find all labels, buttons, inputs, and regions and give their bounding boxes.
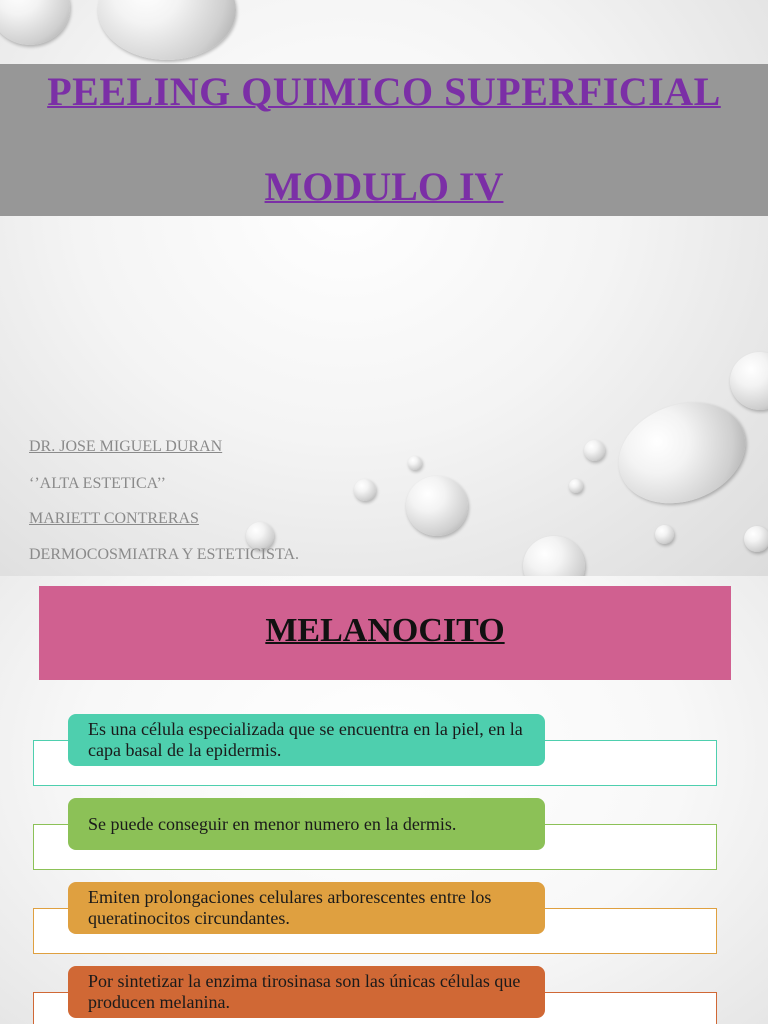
water-drop-decoration <box>98 0 236 60</box>
list-item <box>68 966 545 1018</box>
water-drop-decoration <box>605 386 760 521</box>
water-drop-decoration <box>354 479 376 501</box>
water-drop-decoration <box>406 476 468 536</box>
slide-title-line-1: PEELING QUIMICO SUPERFICIAL <box>47 69 721 114</box>
slide-title-line-2: MODULO IV <box>264 164 504 209</box>
water-drop-decoration <box>569 479 583 493</box>
list-item <box>68 798 545 850</box>
water-drop-decoration <box>523 536 585 576</box>
author-name: DR. JOSE MIGUEL DURAN <box>29 438 223 455</box>
list-item-text: Es una célula especializada que se encuentra en la piel, en la capa basal de la epidermis. <box>88 719 523 760</box>
melanocito-title: MELANOCITO <box>265 612 505 649</box>
list-item-text: Por sintetizar la enzima tirosinasa son las únicas células que producen melanina. <box>88 971 521 1012</box>
water-drop-decoration <box>655 525 674 544</box>
author-affiliation: ‘’ALTA ESTETICA’’ <box>29 475 166 492</box>
water-drop-decoration <box>408 456 422 470</box>
list-item <box>68 882 545 934</box>
coauthor-name: MARIETT CONTRERAS <box>29 510 199 527</box>
coauthor-title: DERMOCOSMIATRA Y ESTETICISTA. <box>29 546 299 563</box>
list-item-text: Se puede conseguir en menor numero en la dermis. <box>88 813 457 834</box>
slide-melanocito <box>0 576 768 1024</box>
water-drop-decoration <box>0 0 70 45</box>
list-item-text: Emiten prolongaciones celulares arborescentes entre los queratinocitos circundantes. <box>88 887 492 928</box>
water-drop-decoration <box>584 440 605 461</box>
water-drop-decoration <box>744 526 768 552</box>
water-drop-decoration <box>730 352 768 410</box>
list-item <box>68 714 545 766</box>
